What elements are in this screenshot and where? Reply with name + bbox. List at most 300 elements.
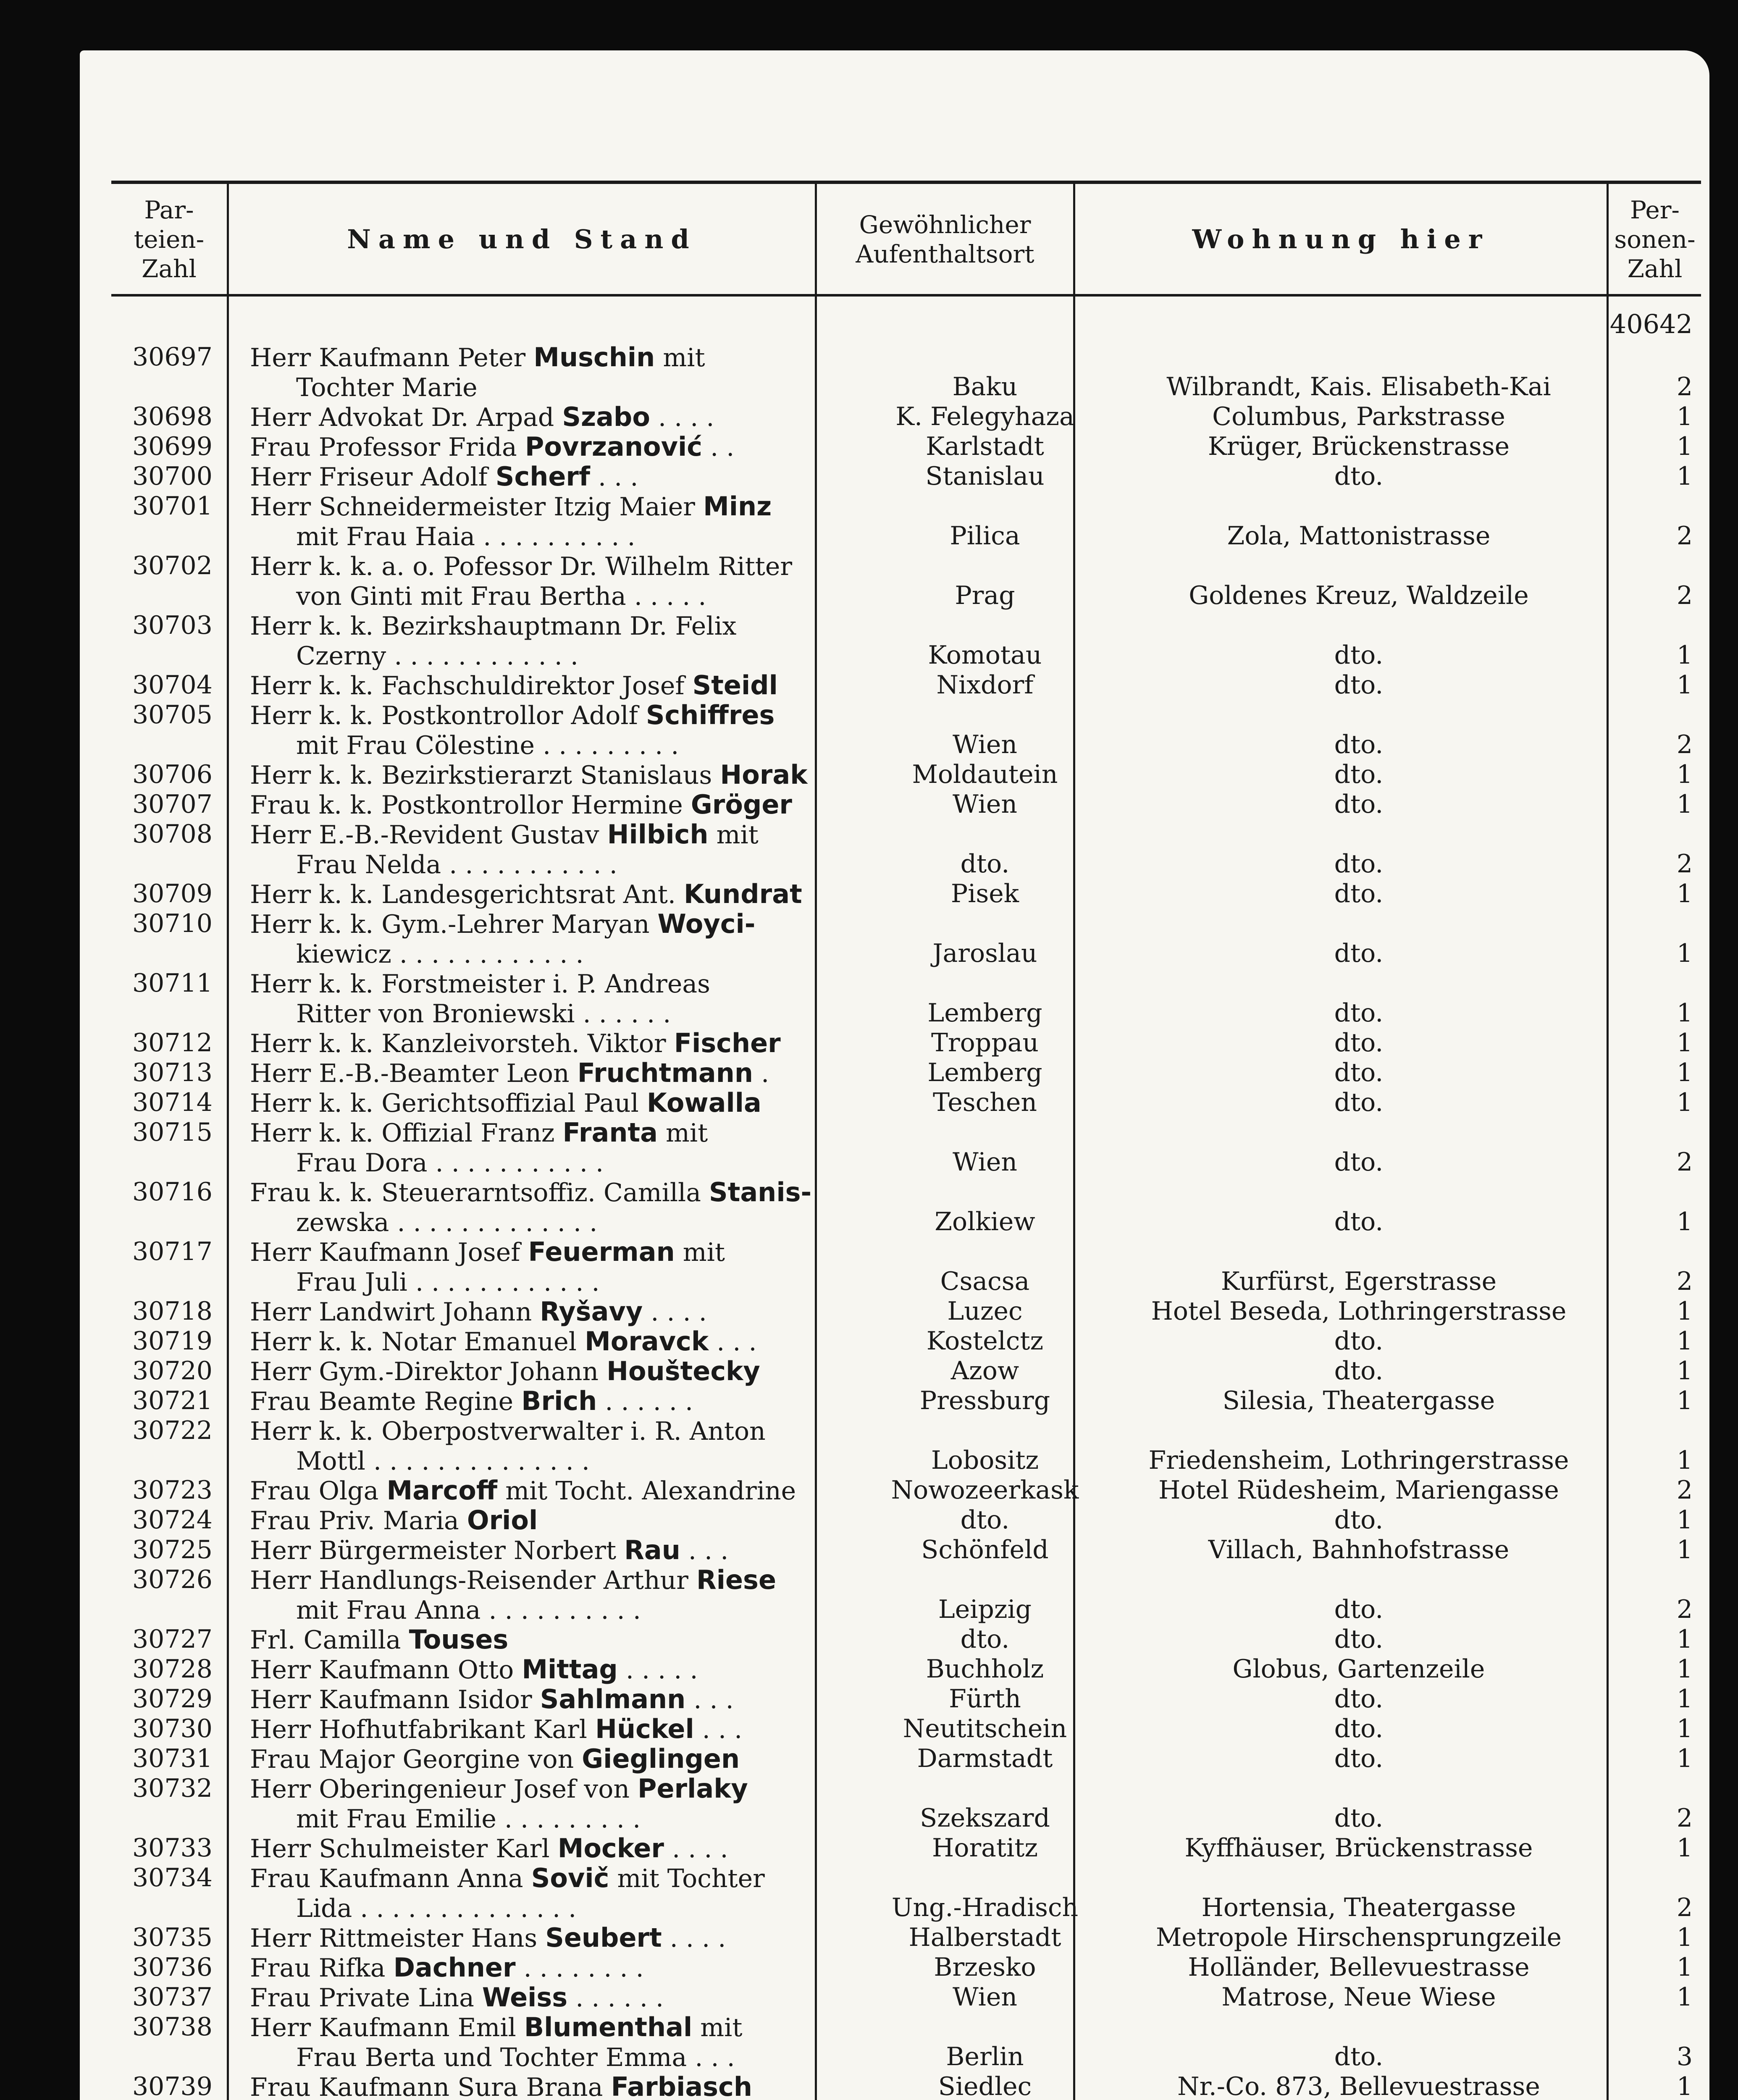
usual-residence: Wien	[953, 1147, 1017, 1177]
party-number: 30701	[132, 491, 213, 521]
party-number: 30721	[132, 1386, 213, 1415]
name-prefix: Herr Handlungs-Reisender Arthur	[250, 1566, 697, 1595]
surname: Fischer	[674, 1028, 781, 1058]
name-suffix: . . .	[685, 1685, 734, 1714]
name-prefix: Herr Advokat Dr. Arpad	[250, 403, 562, 432]
name-and-status	[250, 1625, 893, 1655]
name-and-status	[250, 1028, 893, 1059]
lodging-address: dto.	[1334, 1595, 1384, 1624]
lodging-address: Wilbrandt, Kais. Elisabeth-Kai	[1166, 372, 1551, 402]
header-lodging: Wohnung hier	[1192, 224, 1490, 255]
usual-residence: dto.	[960, 849, 1010, 879]
name-prefix: Herr k. k. Offizial Franz	[250, 1118, 563, 1148]
name-and-status	[250, 1654, 893, 1685]
person-count: 1	[1676, 1625, 1693, 1654]
person-count: 1	[1676, 1684, 1693, 1714]
name-continuation: Czerny . . . . . . . . . . . .	[296, 641, 578, 671]
party-number: 30727	[132, 1625, 213, 1654]
party-number: 30734	[132, 1863, 213, 1893]
usual-residence: Siedlec	[938, 2072, 1032, 2100]
header-party-number: Par- teien- Zahl	[134, 196, 205, 283]
lodging-address: dto.	[1334, 1147, 1384, 1177]
party-number: 30720	[132, 1356, 213, 1386]
person-count: 2	[1676, 372, 1693, 402]
lodging-address: dto.	[1334, 730, 1384, 759]
lodging-address: dto.	[1334, 998, 1384, 1028]
party-number: 30733	[132, 1833, 213, 1863]
usual-residence: Horatitz	[932, 1833, 1038, 1863]
lodging-address: dto.	[1334, 1326, 1384, 1356]
name-prefix: Herr Landwirt Johann	[250, 1297, 540, 1327]
person-count: 1	[1676, 1088, 1693, 1117]
party-number: 30731	[132, 1744, 213, 1773]
name-and-status	[250, 1744, 893, 1774]
name-suffix: mit	[708, 820, 759, 850]
usual-residence: Neutitschein	[903, 1714, 1067, 1743]
person-count: 1	[1676, 1058, 1693, 1087]
header-person-count: Per- sonen- Zahl	[1614, 196, 1696, 283]
name-and-status	[250, 760, 893, 790]
lodging-address: dto.	[1334, 640, 1384, 670]
person-count: 1	[1676, 1833, 1693, 1863]
party-number: 30708	[132, 819, 213, 849]
lodging-address: Hotel Rüdesheim, Mariengasse	[1158, 1475, 1559, 1505]
usual-residence: Szekszard	[920, 1803, 1050, 1833]
lodging-address: Metropole Hirschensprungzeile	[1155, 1923, 1562, 1952]
name-and-status	[250, 1684, 893, 1715]
person-count: 1	[1676, 1505, 1693, 1535]
name-continuation: Frau Berta und Tochter Emma . . .	[296, 2043, 735, 2072]
name-and-status	[250, 1416, 893, 1476]
person-count: 1	[1676, 998, 1693, 1028]
name-and-status	[250, 1505, 893, 1536]
top-rule	[111, 181, 1701, 184]
name-prefix: Frau Major Georgine von	[250, 1745, 582, 1774]
party-number: 30697	[132, 342, 213, 372]
lodging-address: dto.	[1334, 462, 1384, 491]
person-count: 1	[1676, 1923, 1693, 1952]
party-number: 30705	[132, 700, 213, 730]
surname: Oriol	[467, 1505, 538, 1536]
header-rule	[111, 294, 1701, 297]
lodging-address: dto.	[1334, 1207, 1384, 1236]
name-prefix: Herr Kaufmann Josef	[250, 1238, 528, 1267]
party-number: 30707	[132, 790, 213, 819]
name-and-status	[250, 1058, 893, 1089]
usual-residence: Pressburg	[919, 1386, 1050, 1415]
usual-residence: Wien	[953, 1982, 1017, 2012]
surname: Marcoff	[386, 1475, 498, 1506]
lodging-address: Hortensia, Theatergasse	[1201, 1893, 1516, 1922]
usual-residence: dto.	[960, 1625, 1010, 1654]
usual-residence: Wien	[953, 790, 1017, 819]
name-prefix: Frau Professor Frida	[250, 433, 525, 462]
party-number: 30700	[132, 462, 213, 491]
usual-residence: Jaroslau	[932, 939, 1037, 968]
surname: Gieglingen	[582, 1744, 740, 1774]
party-number: 30713	[132, 1058, 213, 1087]
name-and-status	[250, 1118, 893, 1178]
lodging-address: dto.	[1334, 1356, 1384, 1386]
carried-total: 40642	[1609, 309, 1693, 339]
lodging-address: dto.	[1334, 1684, 1384, 1714]
usual-residence: Leipzig	[938, 1595, 1032, 1624]
name-prefix: Herr Oberingenieur Josef von	[250, 1774, 638, 1804]
party-number: 30703	[132, 611, 213, 640]
name-continuation: Ritter von Broniewski . . . . . .	[296, 999, 671, 1029]
party-number: 30738	[132, 2012, 213, 2042]
register-table	[111, 181, 1701, 2100]
name-and-status	[250, 1923, 893, 1953]
name-continuation: Frau Nelda . . . . . . . . . . .	[296, 850, 617, 879]
usual-residence: Berlin	[946, 2042, 1024, 2071]
usual-residence: Fürth	[949, 1684, 1021, 1714]
person-count: 1	[1676, 640, 1693, 670]
name-and-status	[250, 1565, 893, 1625]
surname: Houštecky	[606, 1356, 760, 1386]
name-prefix: Frau Olga	[250, 1476, 387, 1506]
lodging-address: dto.	[1334, 1744, 1384, 1773]
name-and-status	[250, 1237, 893, 1297]
name-prefix: Frau Beamte Regine	[250, 1387, 522, 1416]
name-and-status	[250, 790, 893, 820]
name-prefix: Herr k. k. Postkontrollor Adolf	[250, 701, 646, 730]
name-and-status	[250, 909, 893, 969]
lodging-address: Zola, Mattonistrasse	[1227, 521, 1491, 551]
name-prefix: Herr Bürgermeister Norbert	[250, 1536, 625, 1565]
usual-residence: Nowozeerkask	[891, 1475, 1079, 1505]
name-suffix: mit	[692, 2013, 743, 2042]
name-prefix: Herr Schneidermeister Itzig Maier	[250, 492, 704, 522]
name-suffix: mit	[657, 1118, 708, 1148]
usual-residence: Pisek	[950, 879, 1019, 908]
person-count: 2	[1676, 581, 1693, 610]
surname: Schiffres	[646, 700, 775, 730]
name-suffix: . . . . . .	[597, 1387, 693, 1416]
person-count: 2	[1676, 1595, 1693, 1624]
name-and-status	[250, 342, 893, 403]
surname: Sovič	[531, 1863, 609, 1893]
person-count: 2	[1676, 730, 1693, 759]
name-and-status	[250, 700, 893, 761]
name-continuation: Mottl . . . . . . . . . . . . . .	[296, 1446, 590, 1476]
name-suffix: mit Tocht. Alexandrine	[497, 1476, 796, 1506]
usual-residence: Schönfeld	[921, 1535, 1049, 1564]
person-count: 1	[1676, 432, 1693, 461]
surname: Blumenthal	[524, 2012, 693, 2042]
person-count: 1	[1676, 1207, 1693, 1236]
lodging-address: dto.	[1334, 849, 1384, 879]
person-count: 2	[1676, 1893, 1693, 1922]
surname: Moravck	[585, 1326, 709, 1357]
lodging-address: dto.	[1334, 939, 1384, 968]
name-and-status	[250, 819, 893, 880]
name-prefix: Herr E.-B.-Beamter Leon	[250, 1059, 578, 1088]
person-count: 1	[1676, 1356, 1693, 1386]
name-suffix: . . .	[694, 1715, 743, 1744]
name-prefix: Herr k. k. Gerichtsoffizial Paul	[250, 1089, 647, 1118]
lodging-address: dto.	[1334, 1028, 1384, 1058]
lodging-address: dto.	[1334, 790, 1384, 819]
name-continuation: Lida . . . . . . . . . . . . . .	[296, 1894, 577, 1923]
name-continuation: Tochter Marie	[296, 373, 478, 402]
name-prefix: Herr k. k. Kanzleivorsteh. Viktor	[250, 1029, 674, 1058]
person-count: 2	[1676, 1803, 1693, 1833]
person-count: 1	[1676, 1953, 1693, 1982]
lodging-address: Friedensheim, Lothringerstrasse	[1148, 1446, 1569, 1475]
name-continuation: Frau Juli . . . . . . . . . . . .	[296, 1268, 600, 1297]
lodging-address: Goldenes Kreuz, Waldzeile	[1189, 581, 1529, 610]
usual-residence: Prag	[955, 581, 1015, 610]
surname: Fruchtmann	[577, 1058, 753, 1088]
name-continuation: von Ginti mit Frau Bertha . . . . .	[296, 582, 706, 611]
name-continuation: mit Frau Emilie . . . . . . . . .	[296, 1804, 641, 1834]
name-continuation: mit Frau Anna . . . . . . . . . .	[296, 1596, 641, 1625]
usual-residence: Wien	[953, 730, 1017, 759]
name-and-status	[250, 402, 893, 433]
party-number: 30718	[132, 1297, 213, 1326]
name-suffix: . . .	[590, 462, 638, 492]
name-and-status	[250, 1714, 893, 1745]
surname: Gröger	[690, 790, 792, 820]
surname: Farbiasch	[611, 2072, 752, 2100]
party-number: 30716	[132, 1177, 213, 1207]
usual-residence: dto.	[960, 1505, 1010, 1535]
name-and-status	[250, 1297, 893, 1327]
name-and-status	[250, 432, 893, 462]
header-name-status: Name und Stand	[347, 224, 697, 255]
name-prefix: Herr Kaufmann Isidor	[250, 1685, 540, 1714]
name-and-status	[250, 1088, 893, 1118]
name-and-status	[250, 611, 893, 671]
surname: Mittag	[522, 1654, 618, 1685]
lodging-address: dto.	[1334, 2042, 1384, 2071]
name-prefix: Herr Kaufmann Emil	[250, 2013, 524, 2042]
name-prefix: Frau Rifka	[250, 1953, 394, 1983]
party-number: 30699	[132, 432, 213, 461]
name-suffix: . . . . . .	[567, 1983, 664, 2013]
surname: Perlaky	[638, 1774, 748, 1804]
surname: Rau	[624, 1535, 680, 1565]
person-count: 1	[1676, 760, 1693, 789]
party-number: 30724	[132, 1505, 213, 1535]
name-prefix: Herr k. k. Oberpostverwalter i. R. Anton	[250, 1417, 766, 1446]
name-and-status	[250, 1535, 893, 1566]
surname: Stanis-	[709, 1177, 812, 1208]
surname: Sahlmann	[540, 1684, 686, 1714]
name-prefix: Frau Private Lina	[250, 1983, 482, 2013]
lodging-address: Villach, Bahnhofstrasse	[1208, 1535, 1510, 1564]
party-number: 30730	[132, 1714, 213, 1743]
lodging-address: dto.	[1334, 1505, 1384, 1535]
usual-residence: Zolkiew	[935, 1207, 1035, 1236]
party-number: 30717	[132, 1237, 213, 1266]
person-count: 1	[1676, 1297, 1693, 1326]
lodging-address: Holländer, Bellevuestrasse	[1188, 1953, 1530, 1982]
name-and-status	[250, 670, 893, 701]
usual-residence: K. Felegyhaza	[895, 402, 1074, 431]
surname: Kundrat	[684, 879, 802, 909]
name-and-status	[250, 551, 893, 612]
surname: Scherf	[495, 462, 590, 492]
person-count: 2	[1676, 1475, 1693, 1505]
name-and-status	[250, 462, 893, 492]
person-count: 1	[1676, 1535, 1693, 1564]
party-number: 30726	[132, 1565, 213, 1594]
header-residence: Gewöhnlicher Aufenthaltsort	[856, 210, 1034, 268]
person-count: 1	[1676, 1326, 1693, 1356]
name-prefix: Herr k. k. Gym.-Lehrer Maryan	[250, 910, 658, 939]
name-prefix: Herr Gym.-Direktor Johann	[250, 1357, 607, 1386]
party-number: 30714	[132, 1088, 213, 1117]
party-number: 30702	[132, 551, 213, 580]
person-count: 1	[1676, 1446, 1693, 1475]
usual-residence: Kostelctz	[926, 1326, 1044, 1356]
lodging-address: dto.	[1334, 1058, 1384, 1087]
usual-residence: Komotau	[928, 640, 1042, 670]
usual-residence: Lemberg	[927, 998, 1042, 1028]
person-count: 2	[1676, 521, 1693, 551]
surname: Kowalla	[646, 1088, 761, 1118]
surname: Hilbich	[607, 819, 709, 850]
lodging-address: Kyffhäuser, Brückenstrasse	[1184, 1833, 1533, 1863]
usual-residence: Azow	[950, 1356, 1019, 1386]
usual-residence: Baku	[952, 372, 1018, 402]
name-prefix: Herr Kaufmann Otto	[250, 1655, 522, 1685]
surname: Muschin	[533, 342, 655, 373]
person-count: 1	[1676, 1744, 1693, 1773]
name-continuation: mit Frau Cölestine . . . . . . . . .	[296, 731, 679, 760]
party-number: 30723	[132, 1475, 213, 1505]
usual-residence: Csacsa	[940, 1267, 1030, 1296]
lodging-address: Columbus, Parkstrasse	[1212, 402, 1505, 431]
usual-residence: Stanislau	[925, 462, 1045, 491]
name-suffix: . . . . .	[617, 1655, 698, 1685]
surname: Mocker	[557, 1833, 664, 1864]
usual-residence: Karlstadt	[926, 432, 1044, 461]
lodging-address: Silesia, Theatergasse	[1222, 1386, 1495, 1415]
name-suffix: mit	[655, 343, 705, 373]
name-suffix: . . .	[680, 1536, 729, 1565]
person-count: 3	[1676, 2042, 1693, 2071]
party-number: 30710	[132, 909, 213, 938]
name-prefix: Herr k. k. Bezirkshauptmann Dr. Felix	[250, 612, 737, 641]
usual-residence: Lemberg	[927, 1058, 1042, 1087]
name-and-status	[250, 969, 893, 1029]
name-prefix: Herr k. k. Forstmeister i. P. Andreas	[250, 969, 710, 999]
person-count: 1	[1676, 879, 1693, 908]
name-prefix: Herr E.-B.-Revident Gustav	[250, 820, 607, 850]
lodging-address: dto.	[1334, 1625, 1384, 1654]
name-continuation: Frau Dora . . . . . . . . . . .	[296, 1148, 604, 1178]
lodging-address: Matrose, Neue Wiese	[1221, 1982, 1496, 2012]
name-suffix: . . . .	[643, 1297, 707, 1327]
name-suffix: . . . .	[664, 1834, 728, 1864]
name-and-status	[250, 1356, 893, 1387]
name-and-status	[250, 1386, 893, 1417]
usual-residence: Luzec	[947, 1297, 1023, 1326]
person-count: 1	[1676, 462, 1693, 491]
name-and-status	[250, 1475, 893, 1506]
party-number: 30729	[132, 1684, 213, 1714]
person-count: 1	[1676, 402, 1693, 431]
surname: Riese	[696, 1565, 777, 1595]
surname: Horak	[720, 760, 808, 790]
party-number: 30709	[132, 879, 213, 908]
lodging-address: Globus, Gartenzeile	[1232, 1654, 1485, 1684]
name-and-status	[250, 1863, 893, 1924]
party-number: 30737	[132, 1982, 213, 2012]
name-and-status	[250, 1177, 893, 1238]
party-number: 30735	[132, 1923, 213, 1952]
usual-residence: Moldautein	[912, 760, 1058, 789]
party-number: 30704	[132, 670, 213, 700]
person-count: 1	[1676, 1386, 1693, 1415]
surname: Szabo	[562, 402, 650, 432]
party-number: 30739	[132, 2072, 213, 2100]
usual-residence: Darmstadt	[917, 1744, 1053, 1773]
party-number: 30711	[132, 969, 213, 998]
surname: Franta	[562, 1118, 658, 1148]
person-count: 1	[1676, 670, 1693, 700]
name-prefix: Herr Schulmeister Karl	[250, 1834, 558, 1864]
surname: Touses	[409, 1625, 509, 1655]
name-continuation: zewska . . . . . . . . . . . . .	[296, 1208, 598, 1237]
name-prefix: Frau Kaufmann Anna	[250, 1864, 531, 1893]
usual-residence: Troppau	[931, 1028, 1039, 1058]
name-suffix: mit Tochter	[609, 1864, 765, 1893]
surname: Steidl	[692, 670, 778, 701]
name-and-status	[250, 2012, 893, 2073]
name-continuation: mit Frau Haia . . . . . . . . . .	[296, 522, 635, 551]
lodging-address: dto.	[1334, 1714, 1384, 1743]
name-and-status	[250, 1833, 893, 1864]
lodging-address: Hotel Beseda, Lothringerstrasse	[1151, 1297, 1567, 1326]
name-suffix: . .	[702, 433, 735, 462]
usual-residence: Ung.-Hradisch	[891, 1893, 1079, 1922]
surname: Povrzanović	[525, 432, 703, 462]
surname: Brich	[521, 1386, 597, 1416]
name-prefix: Herr k. k. Landesgerichtsrat Ant.	[250, 880, 684, 909]
person-count: 2	[1676, 849, 1693, 879]
usual-residence: Halberstadt	[908, 1923, 1061, 1952]
name-suffix: . . . .	[650, 403, 714, 432]
person-count: 1	[1676, 1982, 1693, 2012]
name-and-status	[250, 1982, 893, 2013]
person-count: 1	[1676, 1714, 1693, 1743]
name-and-status	[250, 879, 893, 910]
usual-residence: Pilica	[950, 521, 1020, 551]
name-and-status	[250, 491, 893, 552]
column-divider	[227, 181, 229, 2100]
party-number: 30719	[132, 1326, 213, 1356]
surname: Weiss	[482, 1982, 568, 2013]
name-prefix: Herr Kaufmann Peter	[250, 343, 534, 373]
usual-residence: Lobositz	[931, 1446, 1039, 1475]
surname: Feuerman	[528, 1237, 675, 1267]
usual-residence: Teschen	[932, 1088, 1037, 1117]
name-continuation: kiewicz . . . . . . . . . . . .	[296, 940, 584, 969]
name-prefix: Frau Kaufmann Sura Brana	[250, 2073, 611, 2100]
name-prefix: Herr k. k. Notar Emanuel	[250, 1327, 585, 1357]
party-number: 30698	[132, 402, 213, 431]
name-and-status	[250, 1953, 893, 1983]
usual-residence: Brzesko	[934, 1953, 1036, 1982]
lodging-address: dto.	[1334, 670, 1384, 700]
surname: Minz	[703, 491, 772, 522]
name-prefix: Frau k. k. Postkontrollor Hermine	[250, 790, 691, 820]
name-prefix: Herr Hofhutfabrikant Karl	[250, 1715, 596, 1744]
